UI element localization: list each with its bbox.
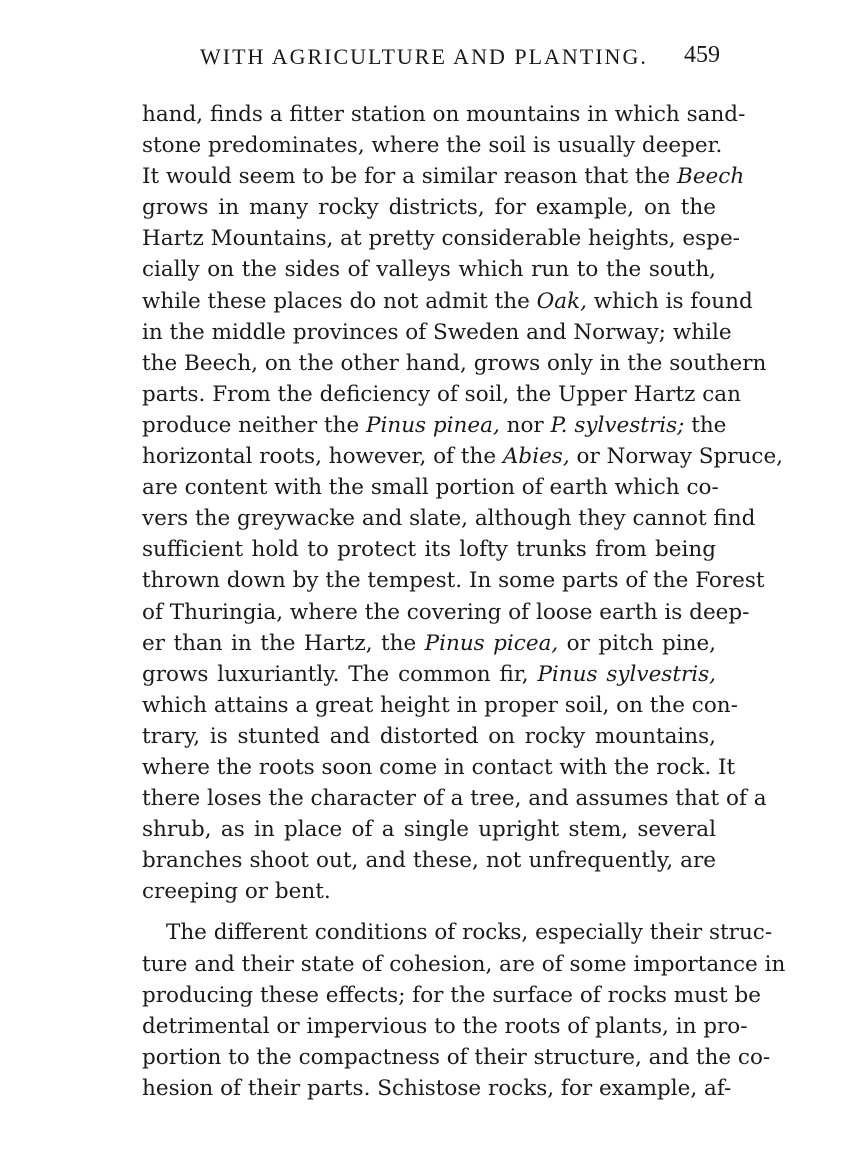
text-segment: grows in many rocky districts, for example, on the [142,195,716,221]
text-segment: hand, finds a fitter station on mountains in which sand- [142,102,746,127]
text-segment: horizontal roots, however, of the [142,444,503,470]
text-line [142,597,750,628]
text-segment: which is found [586,288,753,314]
italic-text: Beech [677,164,745,190]
text-segment: sufficient hold to protect its lofty trunks from being [142,537,716,563]
text-line [142,534,716,565]
page-header [200,38,720,78]
text-line [142,130,723,161]
text-segment: the Beech, on the other hand, grows only in the southern [142,350,767,376]
text-segment: creeping or bent. [142,879,331,905]
text-segment: the [684,412,727,438]
paragraph-gap [142,907,716,917]
text-line [142,1073,732,1104]
text-segment: vers the greywacke and slate, although they cannot find [142,506,756,532]
text-segment: or Norway Spruce, [569,444,784,470]
text-line [142,845,716,876]
text-line [142,286,753,317]
text-line [142,917,773,948]
text-line [142,565,765,596]
text-segment: trary, is stunted and distorted on rocky mountains, [142,723,716,749]
text-segment: while these places do not admit the [142,288,537,314]
italic-text: Pinus picea, [424,630,559,656]
text-line [142,659,716,690]
italic-text: P. sylvestris; [550,412,685,438]
text-line [142,980,761,1011]
italic-text: Abies, [502,444,570,470]
text-segment: in the middle provinces of Sweden and Norway; while [142,319,732,345]
paragraph [142,917,786,1104]
text-segment: stone predominates, where the soil is usually deeper. [142,133,723,159]
text-line [142,690,738,721]
text-segment: nor [499,412,551,438]
text-segment: of Thuringia, where the covering of loose earth is deep- [142,599,750,625]
text-line [142,876,716,907]
text-segment: there loses the character of a tree, and assumes that of a [142,786,767,812]
text-segment: er than in the Hartz, the [142,630,425,656]
text-segment: Hartz Mountains, at pretty considerable heights, espe- [142,226,740,252]
text-segment: detrimental or impervious to the roots of plants, in pro- [142,1013,748,1039]
text-segment: It would seem to be for a similar reason that the [142,164,678,190]
text-segment: hesion of their parts. Schistose rocks, for example, af- [142,1075,732,1101]
text-segment: parts. From the deficiency of soil, the Upper Hartz can [142,381,741,407]
text-line [142,410,727,441]
text-segment: thrown down by the tempest. In some parts of the Forest [142,568,765,594]
text-line [142,783,767,814]
text-line [142,254,716,285]
text-line [142,161,745,192]
text-segment: portion to the compactness of their structure, and the co- [142,1044,771,1070]
text-line [142,472,719,503]
text-line [142,317,732,348]
text-segment: shrub, as in place of a single upright stem, several [142,817,716,843]
text-segment: produce neither the [142,412,367,438]
text-line [142,99,746,130]
text-line [142,752,736,783]
text-line [142,721,716,752]
text-line [142,949,786,980]
text-line [142,503,756,534]
text-line [142,379,741,410]
text-body [142,99,786,1104]
text-segment: are content with the small portion of earth which co- [142,475,719,501]
text-line [142,223,740,254]
page-number: 459 [684,42,720,68]
text-segment: grows luxuriantly. The common fir, [142,661,538,687]
text-line [142,814,716,845]
text-segment: producing these effects; for the surface of rocks must be [142,982,761,1008]
italic-text: Pinus sylvestris, [537,661,716,687]
text-line [142,1011,748,1042]
italic-text: Oak, [536,288,587,314]
text-segment: The different conditions of rocks, especially their struc- [166,920,773,946]
italic-text: Pinus pinea, [366,412,500,438]
text-line [142,192,716,223]
text-line [142,628,716,659]
text-segment: ture and their state of cohesion, are of some importance in [142,951,786,977]
text-segment: branches shoot out, and these, not unfrequently, are [142,848,716,874]
text-segment: where the roots soon come in contact with the rock. It [142,754,736,780]
text-segment: which attains a great height in proper soil, on the con- [142,692,738,718]
text-segment: cially on the sides of valleys which run to the south, [142,257,716,283]
text-line [142,441,784,472]
text-segment: or pitch pine, [558,630,716,656]
running-head: WITH AGRICULTURE AND PLANTING. [200,44,648,69]
text-line [142,348,767,379]
text-line [142,1042,771,1073]
paragraph [142,99,784,907]
